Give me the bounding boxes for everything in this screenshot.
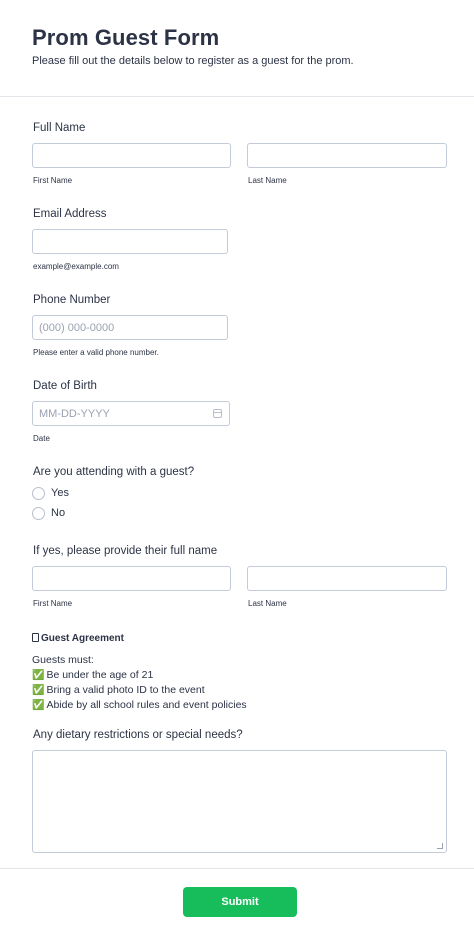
email-input[interactable] xyxy=(32,229,228,254)
first-name-input[interactable] xyxy=(32,143,231,168)
agreement-item-text: Bring a valid photo ID to the event xyxy=(46,684,205,696)
calendar-icon[interactable] xyxy=(213,409,222,418)
phone-label: Phone Number xyxy=(33,294,111,306)
clipboard-icon xyxy=(32,633,39,642)
first-name-sublabel: First Name xyxy=(33,176,73,185)
phone-placeholder: (000) 000-0000 xyxy=(39,322,115,334)
agreement-item xyxy=(32,684,205,696)
agreement-title-row xyxy=(32,632,124,644)
dietary-textarea[interactable] xyxy=(32,750,447,853)
guest-first-name-sublabel: First Name xyxy=(33,599,73,608)
full-name-label: Full Name xyxy=(33,122,86,134)
agreement-item xyxy=(32,699,247,711)
dob-input[interactable] xyxy=(32,401,230,426)
form-header xyxy=(0,0,474,97)
agreement-intro: Guests must: xyxy=(32,654,94,666)
guest-last-name-input[interactable] xyxy=(247,566,447,591)
attending-no-radio[interactable] xyxy=(32,507,45,520)
agreement-title: Guest Agreement xyxy=(41,633,124,644)
footer-divider xyxy=(0,868,474,869)
check-icon: ✅ xyxy=(32,670,45,681)
check-icon: ✅ xyxy=(32,700,45,711)
phone-input[interactable] xyxy=(32,315,228,340)
guest-name-label: If yes, please provide their full name xyxy=(33,545,218,557)
dob-sublabel: Date xyxy=(33,434,50,443)
guest-first-name-input[interactable] xyxy=(32,566,231,591)
attending-no-label[interactable]: No xyxy=(51,507,66,519)
email-label: Email Address xyxy=(33,208,107,220)
email-sublabel: example@example.com xyxy=(33,262,119,271)
dob-label: Date of Birth xyxy=(33,380,97,392)
guest-last-name-sublabel: Last Name xyxy=(248,599,287,608)
last-name-sublabel: Last Name xyxy=(248,176,287,185)
agreement-item xyxy=(32,669,153,681)
attending-yes-radio[interactable] xyxy=(32,487,45,500)
resize-handle-icon[interactable] xyxy=(437,843,443,849)
dob-placeholder: MM-DD-YYYY xyxy=(39,408,110,420)
agreement-item-text: Be under the age of 21 xyxy=(46,669,154,681)
page-subtitle: Please fill out the details below to register as a guest for the prom. xyxy=(32,55,354,67)
submit-button[interactable]: Submit xyxy=(183,887,297,917)
attending-label: Are you attending with a guest? xyxy=(33,466,195,478)
phone-sublabel: Please enter a valid phone number. xyxy=(33,348,159,357)
attending-yes-label[interactable]: Yes xyxy=(51,487,69,499)
agreement-item-text: Abide by all school rules and event policies xyxy=(46,699,247,711)
check-icon: ✅ xyxy=(32,685,45,696)
dietary-label: Any dietary restrictions or special needs? xyxy=(33,729,243,741)
page-title: Prom Guest Form xyxy=(32,25,220,50)
last-name-input[interactable] xyxy=(247,143,447,168)
